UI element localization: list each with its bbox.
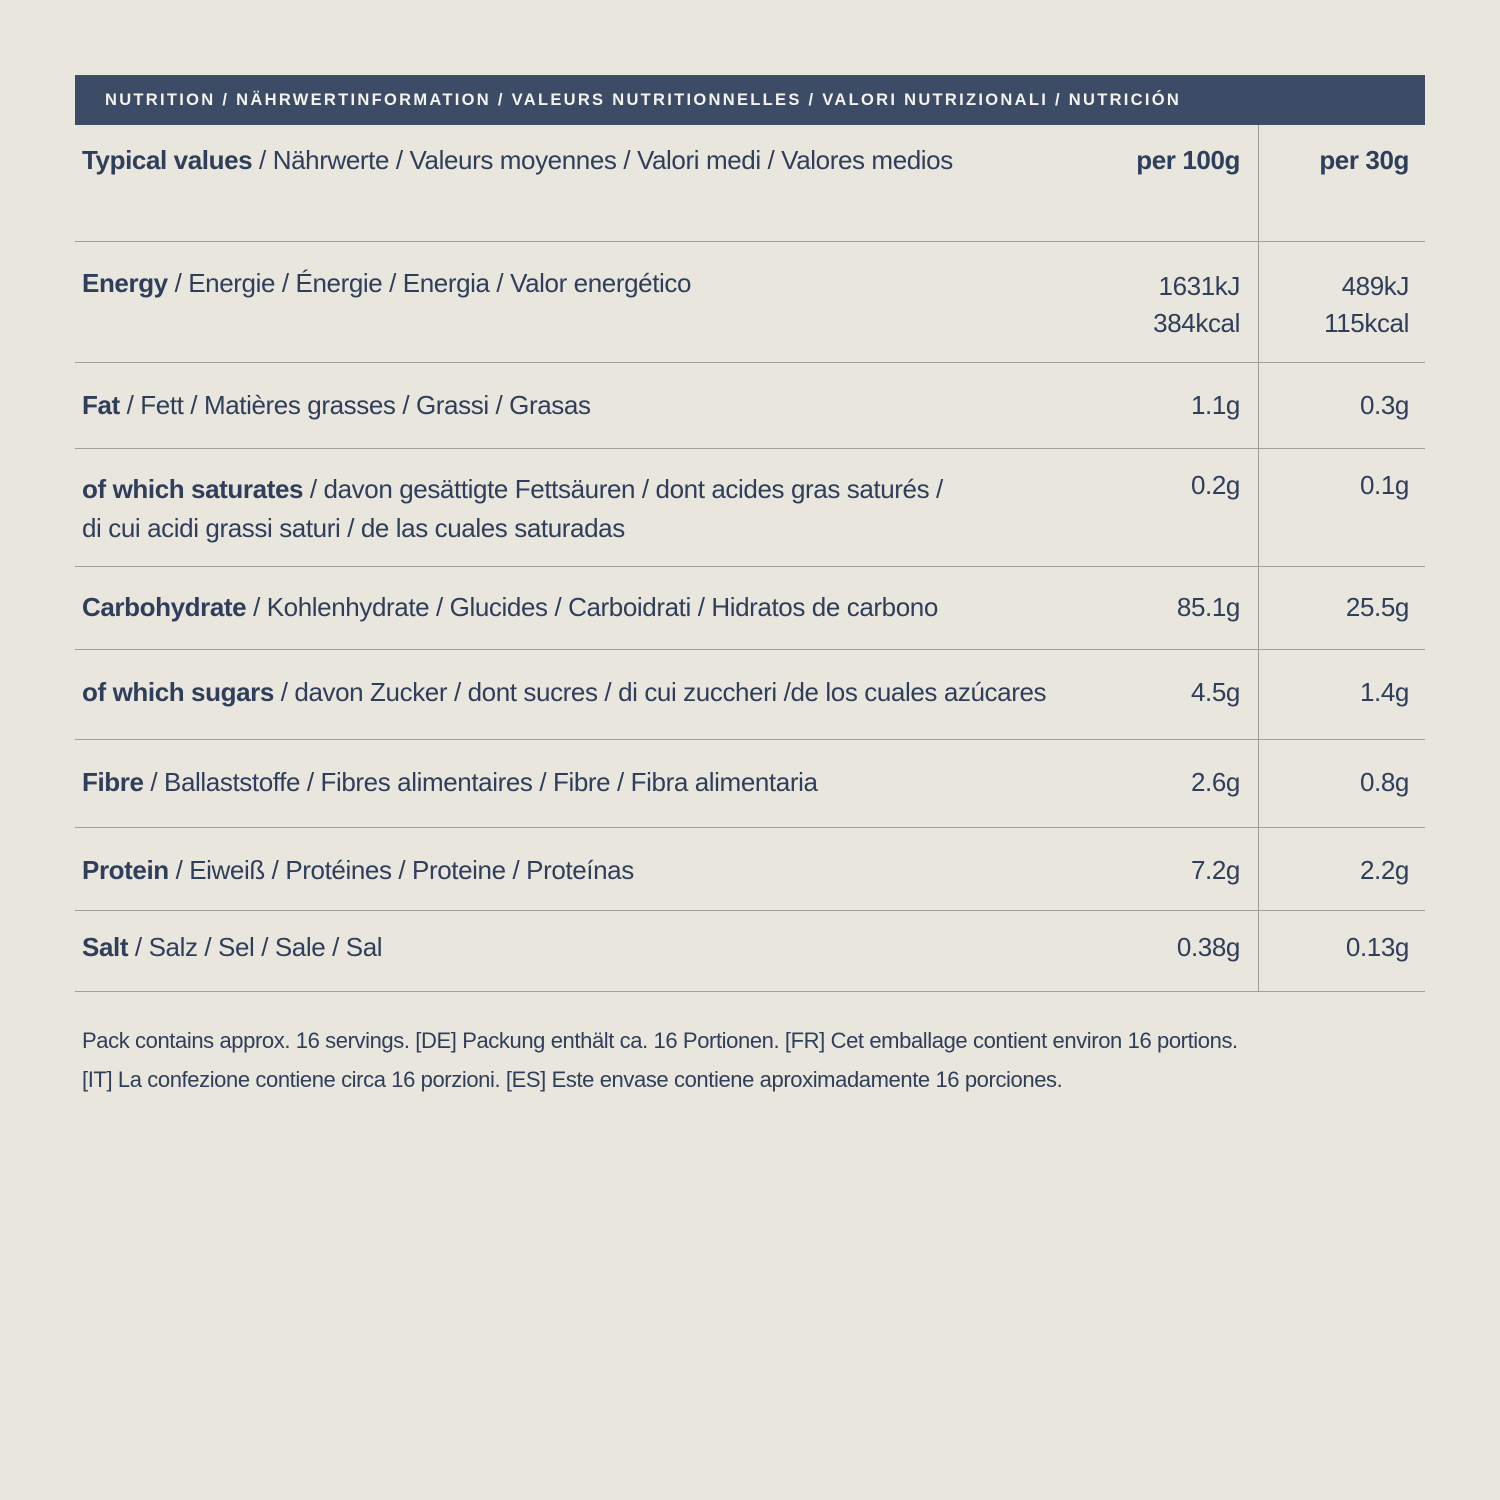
- nutrient-label: Salt / Salz / Sel / Sale / Sal: [82, 932, 383, 962]
- value-per-100g: 2.6g: [1190, 767, 1240, 797]
- value-per-30g: 489kJ 115kcal: [1258, 242, 1425, 362]
- table-row-fibre: [75, 740, 1425, 828]
- servings-note-line1: Pack contains approx. 16 servings. [DE] Packung enthält ca. 16 Portionen. [FR] Cet emballage contient environ 16 portions.: [82, 1028, 1238, 1053]
- value-per-30g: 0.8g: [1258, 740, 1425, 827]
- value-per-100g: 0.38g: [1176, 932, 1240, 962]
- nutrient-label: Carbohydrate / Kohlenhydrate / Glucides / Carboidrati / Hidratos de carbono: [82, 592, 938, 622]
- value-per-100g: 1.1g: [1190, 390, 1240, 420]
- table-row-energy: [75, 242, 1425, 363]
- table-row-sugars: [75, 650, 1425, 740]
- typical-values-rest: / Nährwerte / Valeurs moyennes / Valori medi / Valores medios: [252, 145, 953, 175]
- typical-values-label: [75, 125, 1083, 241]
- value-per-30g: 25.5g: [1258, 567, 1425, 649]
- value-per-30g: 0.1g: [1258, 449, 1425, 566]
- nutrient-label: of which sugars / davon Zucker / dont sucres / di cui zuccheri /de los cuales azúcares: [82, 677, 1047, 707]
- nutrient-label: Fibre / Ballaststoffe / Fibres alimentaires / Fibre / Fibra alimentaria: [82, 767, 818, 797]
- nutrition-header-bar: [75, 75, 1425, 125]
- nutrient-label: Energy / Energie / Énergie / Energia / Valor energético: [82, 268, 692, 298]
- value-per-30g: 0.3g: [1258, 363, 1425, 448]
- value-per-30g: 0.13g: [1258, 911, 1425, 991]
- value-per-100g: 85.1g: [1176, 592, 1240, 622]
- value-per-100g: 7.2g: [1190, 855, 1240, 885]
- nutrition-header-title: NUTRITION / NÄHRWERTINFORMATION / VALEURS NUTRITIONNELLES / VALORI NUTRIZIONALI / NUTRICIÓN: [105, 90, 1182, 109]
- label-content: [75, 75, 1425, 1099]
- table-row-salt: [75, 911, 1425, 992]
- column-header-per-30g: per 30g: [1258, 125, 1425, 241]
- nutrient-label: Fat / Fett / Matières grasses / Grassi / Grasas: [82, 390, 591, 420]
- value-per-30g: 1.4g: [1258, 650, 1425, 739]
- nutrient-label: of which saturates / davon gesättigte Fettsäuren / dont acides gras saturés / di cui acidi grassi saturi / de las cuales saturadas: [82, 474, 943, 543]
- value-per-100g: 1631kJ 384kcal: [1153, 271, 1240, 338]
- value-per-100g: 0.2g: [1190, 470, 1240, 500]
- value-per-30g: 2.2g: [1258, 828, 1425, 910]
- value-per-100g: 4.5g: [1190, 677, 1240, 707]
- servings-note-line2: [IT] La confezione contiene circa 16 porzioni. [ES] Este envase contiene aproximadamente 16 porciones.: [82, 1067, 1063, 1092]
- table-row-fat: [75, 363, 1425, 449]
- nutrition-table: [75, 125, 1425, 992]
- typical-values-bold: Typical values: [82, 145, 253, 175]
- table-row-saturates: [75, 449, 1425, 567]
- column-header-per-100g: per 100g: [1136, 145, 1240, 175]
- servings-note: [75, 1021, 1425, 1099]
- table-row-carbohydrate: [75, 567, 1425, 650]
- table-header-row: [75, 125, 1425, 242]
- nutrient-label: Protein / Eiweiß / Protéines / Proteine / Proteínas: [82, 855, 634, 885]
- table-row-protein: [75, 828, 1425, 911]
